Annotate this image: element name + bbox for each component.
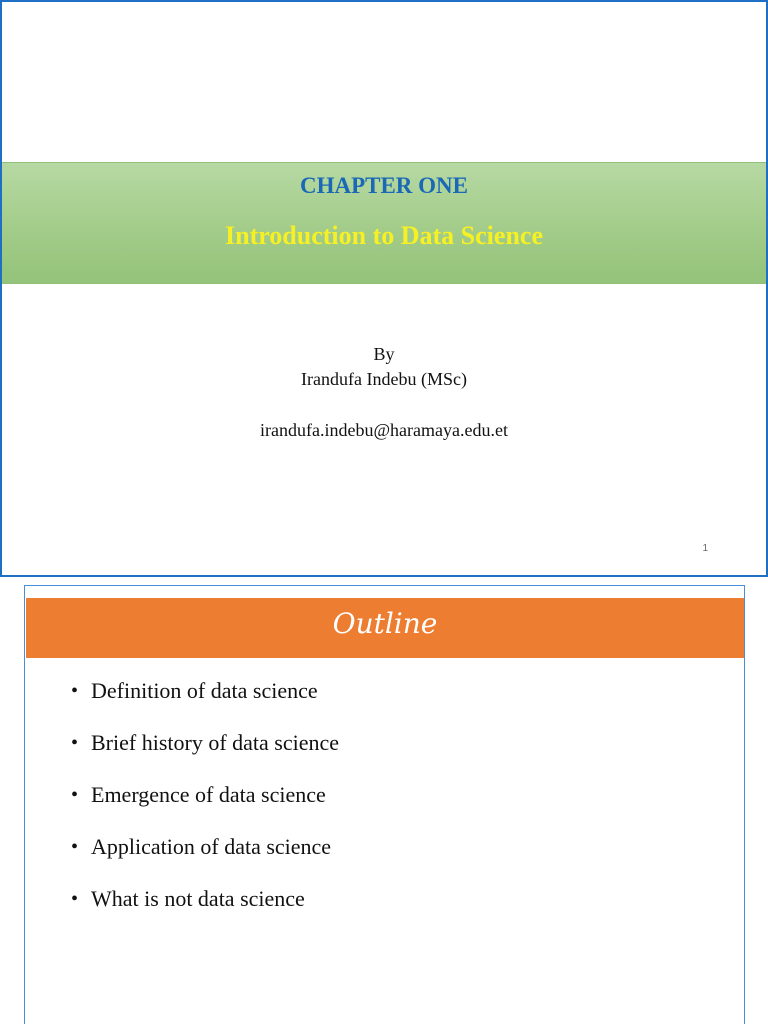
by-label: By — [373, 344, 395, 364]
list-item — [71, 728, 339, 780]
bullet-icon: • — [71, 680, 79, 702]
author-block — [2, 342, 766, 443]
bullet-icon: • — [71, 732, 79, 754]
slide-number: 1 — [702, 543, 708, 554]
list-item-text: Emergence of data science — [91, 782, 326, 807]
outline-header — [26, 598, 744, 658]
chapter-title: Introduction to Data Science — [224, 221, 543, 250]
outline-list — [71, 676, 339, 936]
list-item — [71, 832, 339, 884]
author-name: Irandufa Indebu (MSc) — [301, 369, 467, 389]
title-band — [2, 162, 766, 284]
list-item-text: Brief history of data science — [91, 730, 340, 755]
list-item-text: Definition of data science — [91, 678, 318, 703]
list-item — [71, 676, 339, 728]
bullet-icon: • — [71, 784, 79, 806]
bullet-icon: • — [71, 836, 79, 858]
outline-slide — [24, 585, 745, 1024]
outline-title: Outline — [332, 607, 438, 640]
list-item-text: Application of data science — [91, 834, 332, 859]
bullet-icon: • — [71, 888, 79, 910]
chapter-label: CHAPTER ONE — [299, 173, 469, 198]
list-item — [71, 884, 339, 936]
list-item-text: What is not data science — [91, 886, 305, 911]
list-item — [71, 780, 339, 832]
author-email: irandufa.indebu@haramaya.edu.et — [260, 420, 508, 440]
